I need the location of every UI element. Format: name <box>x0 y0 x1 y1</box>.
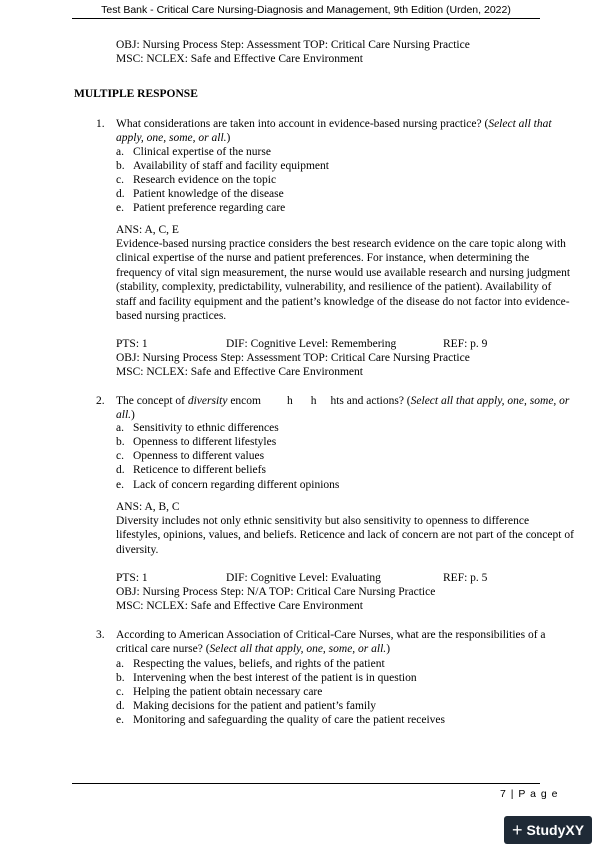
ref: REF: p. 5 <box>443 572 488 584</box>
rationale: Evidence-based nursing practice considers the best research evidence on the care topic along with clinical expertise of the nurse and patient preferences. For instance, when determining the frequency of vital sign measurement, the nurse would use available research and nursing judgment (stability, complexity, predictability, vulnerability, and resilience of the patient). Availability of staff and facility equipment and the patient’s knowledge of the disease do not factor into evidence-based nursing practices. <box>116 238 571 323</box>
option-letter: c. <box>116 174 124 186</box>
option-text: Research evidence on the topic <box>133 174 277 186</box>
answer: ANS: A, B, C <box>116 501 180 513</box>
option-text: Sensitivity to ethnic differences <box>133 422 279 434</box>
option-letter: a. <box>116 658 124 670</box>
header-title: Test Bank - Critical Care Nursing-Diagnosis and Management, 9th Edition (Urden, 2022) <box>101 4 511 16</box>
option-text: Patient preference regarding care <box>133 202 286 214</box>
badge-label: StudyXY <box>526 822 585 838</box>
msc: MSC: NCLEX: Safe and Effective Care Environment <box>116 366 363 378</box>
footer-rule <box>72 783 540 784</box>
plus-icon: + <box>511 819 523 840</box>
option-letter: d. <box>116 188 125 200</box>
option-letter: a. <box>116 422 124 434</box>
option-text: Respecting the values, beliefs, and rights of the patient <box>133 658 385 670</box>
question-number: 3. <box>96 629 105 641</box>
studyxy-badge[interactable] <box>504 816 592 844</box>
question-stem: What considerations are taken into account in evidence-based nursing practice? (Select all that apply, one, some, or all.) <box>116 118 552 145</box>
header-rule <box>72 18 540 19</box>
dif: DIF: Cognitive Level: Evaluating <box>226 572 381 584</box>
option-letter: e. <box>116 202 124 214</box>
option-text: Reticence to different beliefs <box>133 464 266 476</box>
option-text: Intervening when the best interest of the patient is in question <box>133 672 417 684</box>
option-letter: b. <box>116 672 125 684</box>
option-letter: d. <box>116 464 125 476</box>
option-text: Monitoring and safeguarding the quality of care the patient receives <box>133 714 445 726</box>
option-text: Making decisions for the patient and patient’s family <box>133 700 377 712</box>
prev-msc: MSC: NCLEX: Safe and Effective Care Environment <box>116 53 363 65</box>
option-letter: c. <box>116 686 124 698</box>
option-text: Clinical expertise of the nurse <box>133 146 271 158</box>
option-letter: c. <box>116 450 124 462</box>
option-letter: e. <box>116 714 124 726</box>
option-text: Helping the patient obtain necessary care <box>133 686 323 698</box>
option-text: Openness to different values <box>133 450 265 462</box>
answer: ANS: A, C, E <box>116 224 179 236</box>
question-number: 1. <box>96 118 105 130</box>
option-letter: a. <box>116 146 124 158</box>
ref: REF: p. 9 <box>443 338 488 350</box>
rationale: Diversity includes not only ethnic sensitivity but also sensitivity to openness to difference lifestyles, opinions, values, and beliefs. Reticence and lack of concern are not part of the concept of diversity. <box>116 515 574 556</box>
pts: PTS: 1 <box>116 338 148 350</box>
option-text: Lack of concern regarding different opinions <box>133 479 340 491</box>
section-heading: MULTIPLE RESPONSE <box>74 88 198 100</box>
question-stem: According to American Association of Critical-Care Nurses, what are the responsibilities of a critical care nurse? (Select all that apply, one, some, or all.) <box>116 629 546 656</box>
option-text: Patient knowledge of the disease <box>133 188 284 200</box>
option-text: Availability of staff and facility equipment <box>133 160 329 172</box>
pts: PTS: 1 <box>116 572 148 584</box>
option-letter: e. <box>116 479 124 491</box>
option-letter: b. <box>116 436 125 448</box>
msc: MSC: NCLEX: Safe and Effective Care Environment <box>116 600 363 612</box>
page-number: 7 | P a g e <box>500 788 559 800</box>
option-text: Openness to different lifestyles <box>133 436 277 448</box>
dif: DIF: Cognitive Level: Remembering <box>226 338 397 350</box>
question-stem: The concept of diversity encom h h hts and actions? (Select all that apply, one, some, or all.) <box>116 395 570 422</box>
prev-obj: OBJ: Nursing Process Step: Assessment TOP: Critical Care Nursing Practice <box>116 39 470 51</box>
obj: OBJ: Nursing Process Step: N/A TOP: Critical Care Nursing Practice <box>116 586 436 598</box>
obj: OBJ: Nursing Process Step: Assessment TOP: Critical Care Nursing Practice <box>116 352 470 364</box>
option-letter: b. <box>116 160 125 172</box>
option-letter: d. <box>116 700 125 712</box>
question-number: 2. <box>96 395 105 407</box>
